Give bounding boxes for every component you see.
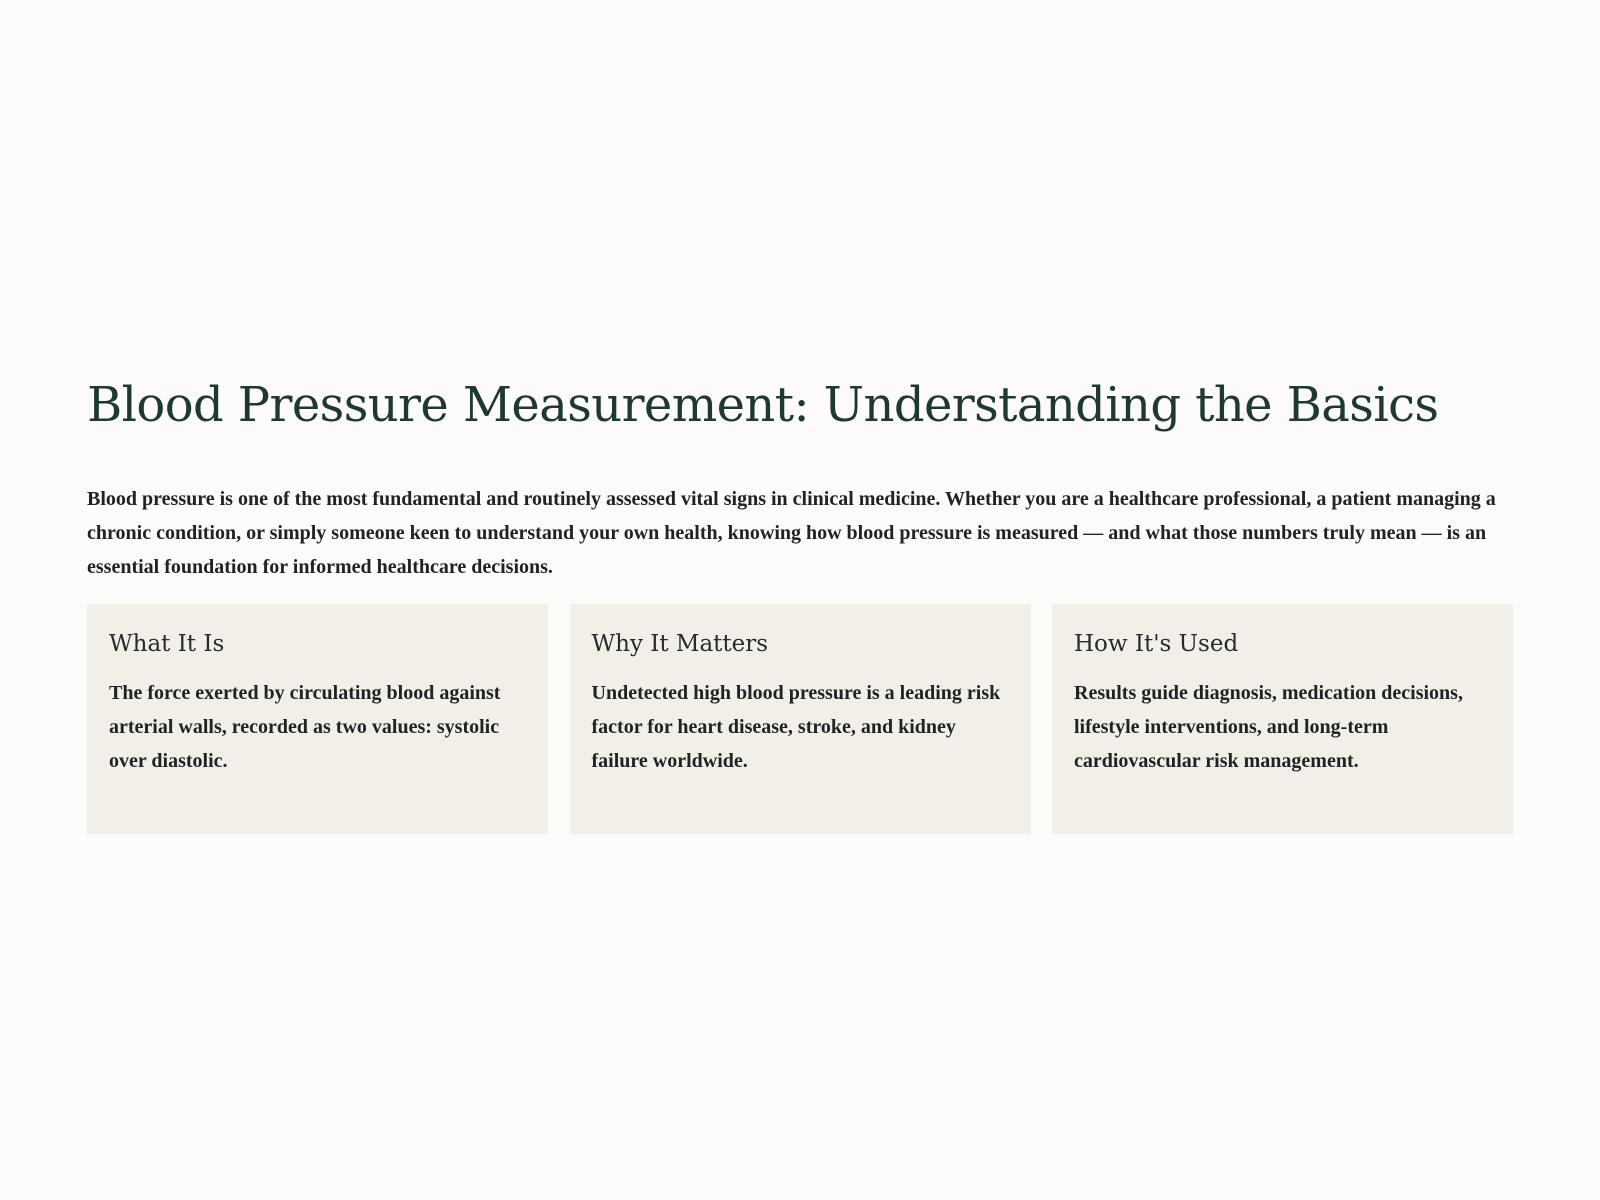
card-heading: How It's Used	[1074, 631, 1239, 657]
card-heading: What It Is	[109, 631, 225, 657]
card-body: Results guide diagnosis, medication decisions, lifestyle interventions, and long-term cardiovascular risk management.	[1074, 682, 1463, 772]
info-cards	[87, 604, 1513, 834]
article	[87, 372, 1513, 834]
card-body: Undetected high blood pressure is a leading risk factor for heart disease, stroke, and kidney failure worldwide.	[591, 682, 1001, 772]
intro-paragraph: Blood pressure is one of the most fundamental and routinely assessed vital signs in clinical medicine. Whether you are a healthcare professional, a patient managing a chronic condition, or simply someone keen to understand your own health, knowing how blood pressure is measured — and what those numbers truly mean — is an essential foundation for informed healthcare decisions.	[87, 488, 1496, 578]
card-why-it-matters	[570, 604, 1031, 834]
card-how-its-used	[1052, 604, 1513, 834]
page-title: Blood Pressure Measurement: Understanding the Basics	[87, 377, 1439, 433]
card-body: The force exerted by circulating blood against arterial walls, recorded as two values: systolic over diastolic.	[109, 682, 501, 772]
card-heading: Why It Matters	[591, 631, 769, 657]
card-what-it-is	[87, 604, 548, 834]
